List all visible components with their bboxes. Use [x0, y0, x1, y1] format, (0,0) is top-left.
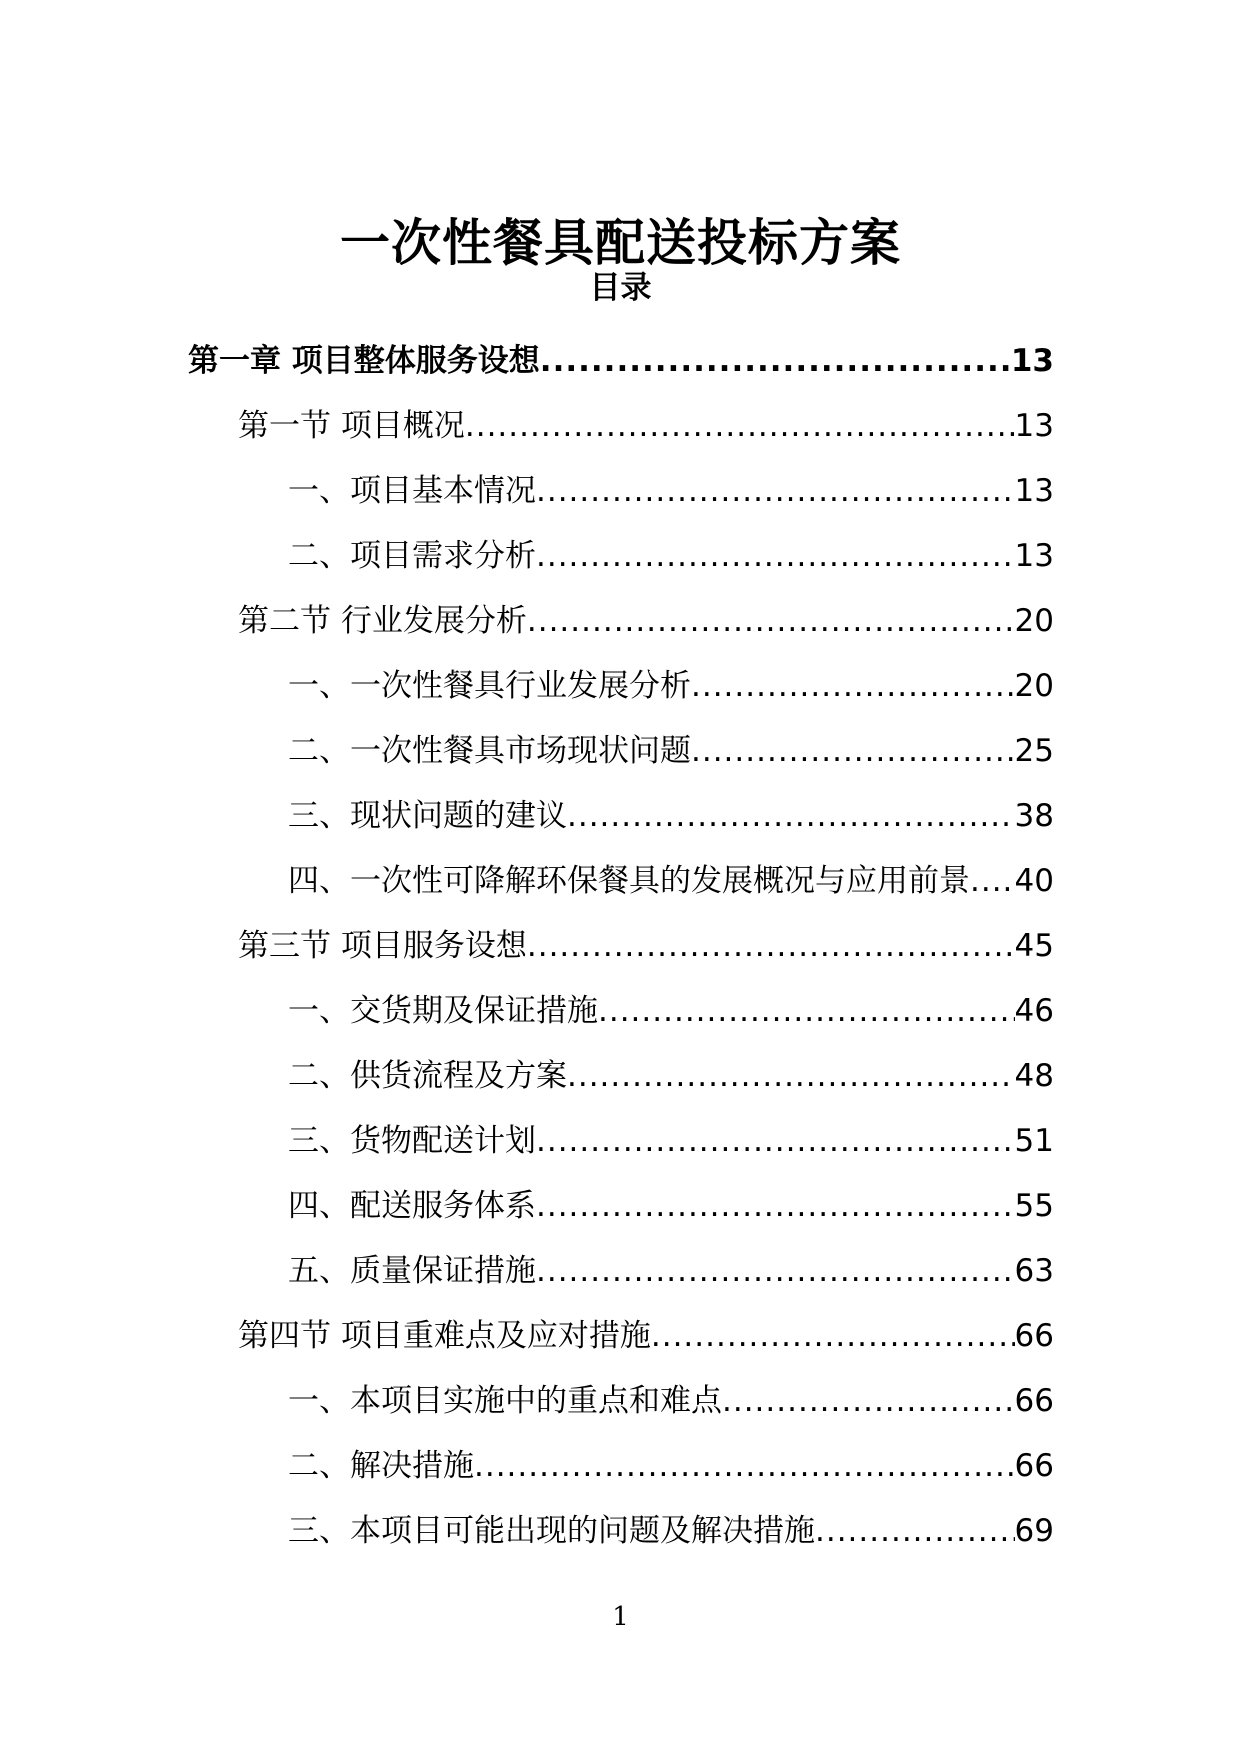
toc-entry-text: 第一章 项目整体服务设想: [188, 342, 540, 379]
toc-dot-leader: [474, 1446, 1015, 1486]
toc-dot-leader: [970, 861, 1015, 901]
toc-dot-leader: [465, 406, 1015, 446]
toc-entry-section-4[interactable]: [0, 1303, 1241, 1368]
toc-entry-page: 13: [1014, 537, 1054, 574]
toc-entry-chapter-1[interactable]: [0, 328, 1241, 393]
toc-entry-item[interactable]: [0, 523, 1241, 588]
toc-entry-text: 第四节 项目重难点及应对措施: [238, 1317, 651, 1354]
toc-entry-text: 三、货物配送计划: [288, 1122, 536, 1159]
toc-entry-text: 三、现状问题的建议: [288, 797, 567, 834]
toc-entry-page: 25: [1014, 732, 1054, 769]
toc-dot-leader: [722, 1381, 1015, 1421]
document-title: 一次性餐具配送投标方案: [340, 213, 901, 272]
toc-entry-page: 20: [1014, 602, 1054, 639]
toc-entry-section-3[interactable]: [0, 913, 1241, 978]
toc-dot-leader: [567, 796, 1015, 836]
toc-entry-item[interactable]: [0, 1433, 1241, 1498]
toc-entry-page: 66: [1014, 1317, 1054, 1354]
toc-entry-text: 一、一次性餐具行业发展分析: [288, 667, 691, 704]
toc-dot-leader: [536, 1251, 1015, 1291]
toc-entry-text: 一、本项目实施中的重点和难点: [288, 1382, 722, 1419]
toc-entry-item[interactable]: [0, 1238, 1241, 1303]
toc-entry-text: 二、一次性餐具市场现状问题: [288, 732, 691, 769]
toc-heading: 目录: [589, 270, 652, 306]
toc-entry-text: 三、本项目可能出现的问题及解决措施: [288, 1512, 815, 1549]
toc-entry-text: 二、解决措施: [288, 1447, 474, 1484]
toc-dot-leader: [536, 1121, 1015, 1161]
toc-entry-text: 二、供货流程及方案: [288, 1057, 567, 1094]
toc-dot-leader: [598, 991, 1015, 1031]
toc-dot-leader: [540, 341, 1011, 381]
toc-entry-text: 四、配送服务体系: [288, 1187, 536, 1224]
toc-entry-text: 二、项目需求分析: [288, 537, 536, 574]
toc-entry-text: 四、一次性可降解环保餐具的发展概况与应用前景: [288, 862, 970, 899]
toc-entry-page: 69: [1014, 1512, 1054, 1549]
toc-entry-page: 13: [1014, 407, 1054, 444]
page-number: 1: [612, 1602, 629, 1632]
toc-entry-item[interactable]: [0, 458, 1241, 523]
toc-entry-section-1[interactable]: [0, 393, 1241, 458]
toc-entry-item[interactable]: [0, 1498, 1241, 1563]
toc-entry-page: 38: [1014, 797, 1054, 834]
toc-dot-leader: [691, 666, 1015, 706]
toc-entry-text: 一、交货期及保证措施: [288, 992, 598, 1029]
toc-dot-leader: [527, 601, 1015, 641]
toc-entry-text: 第一节 项目概况: [238, 407, 465, 444]
toc-entry-page: 13: [1010, 342, 1054, 379]
table-of-contents: [0, 328, 1241, 1563]
toc-entry-page: 48: [1014, 1057, 1054, 1094]
toc-entry-page: 63: [1014, 1252, 1054, 1289]
toc-entry-page: 45: [1014, 927, 1054, 964]
toc-entry-item[interactable]: [0, 1108, 1241, 1173]
toc-entry-text: 第二节 行业发展分析: [238, 602, 527, 639]
toc-dot-leader: [536, 1186, 1015, 1226]
toc-dot-leader: [691, 731, 1015, 771]
toc-entry-item[interactable]: [0, 1173, 1241, 1238]
toc-entry-page: 66: [1014, 1382, 1054, 1419]
toc-entry-item[interactable]: [0, 978, 1241, 1043]
toc-entry-item[interactable]: [0, 1368, 1241, 1433]
toc-entry-text: 一、项目基本情况: [288, 472, 536, 509]
toc-entry-section-2[interactable]: [0, 588, 1241, 653]
toc-entry-item[interactable]: [0, 848, 1241, 913]
toc-dot-leader: [815, 1511, 1015, 1551]
toc-entry-page: 13: [1014, 472, 1054, 509]
toc-dot-leader: [536, 536, 1015, 576]
toc-entry-page: 66: [1014, 1447, 1054, 1484]
toc-entry-item[interactable]: [0, 783, 1241, 848]
toc-entry-item[interactable]: [0, 1043, 1241, 1108]
toc-entry-page: 51: [1014, 1122, 1054, 1159]
toc-dot-leader: [527, 926, 1015, 966]
toc-dot-leader: [651, 1316, 1015, 1356]
toc-entry-text: 第三节 项目服务设想: [238, 927, 527, 964]
toc-entry-item[interactable]: [0, 653, 1241, 718]
toc-entry-page: 55: [1014, 1187, 1054, 1224]
toc-entry-text: 五、质量保证措施: [288, 1252, 536, 1289]
toc-entry-page: 20: [1014, 667, 1054, 704]
toc-dot-leader: [536, 471, 1015, 511]
toc-entry-item[interactable]: [0, 718, 1241, 783]
toc-entry-page: 46: [1014, 992, 1054, 1029]
toc-dot-leader: [567, 1056, 1015, 1096]
toc-entry-page: 40: [1014, 862, 1054, 899]
